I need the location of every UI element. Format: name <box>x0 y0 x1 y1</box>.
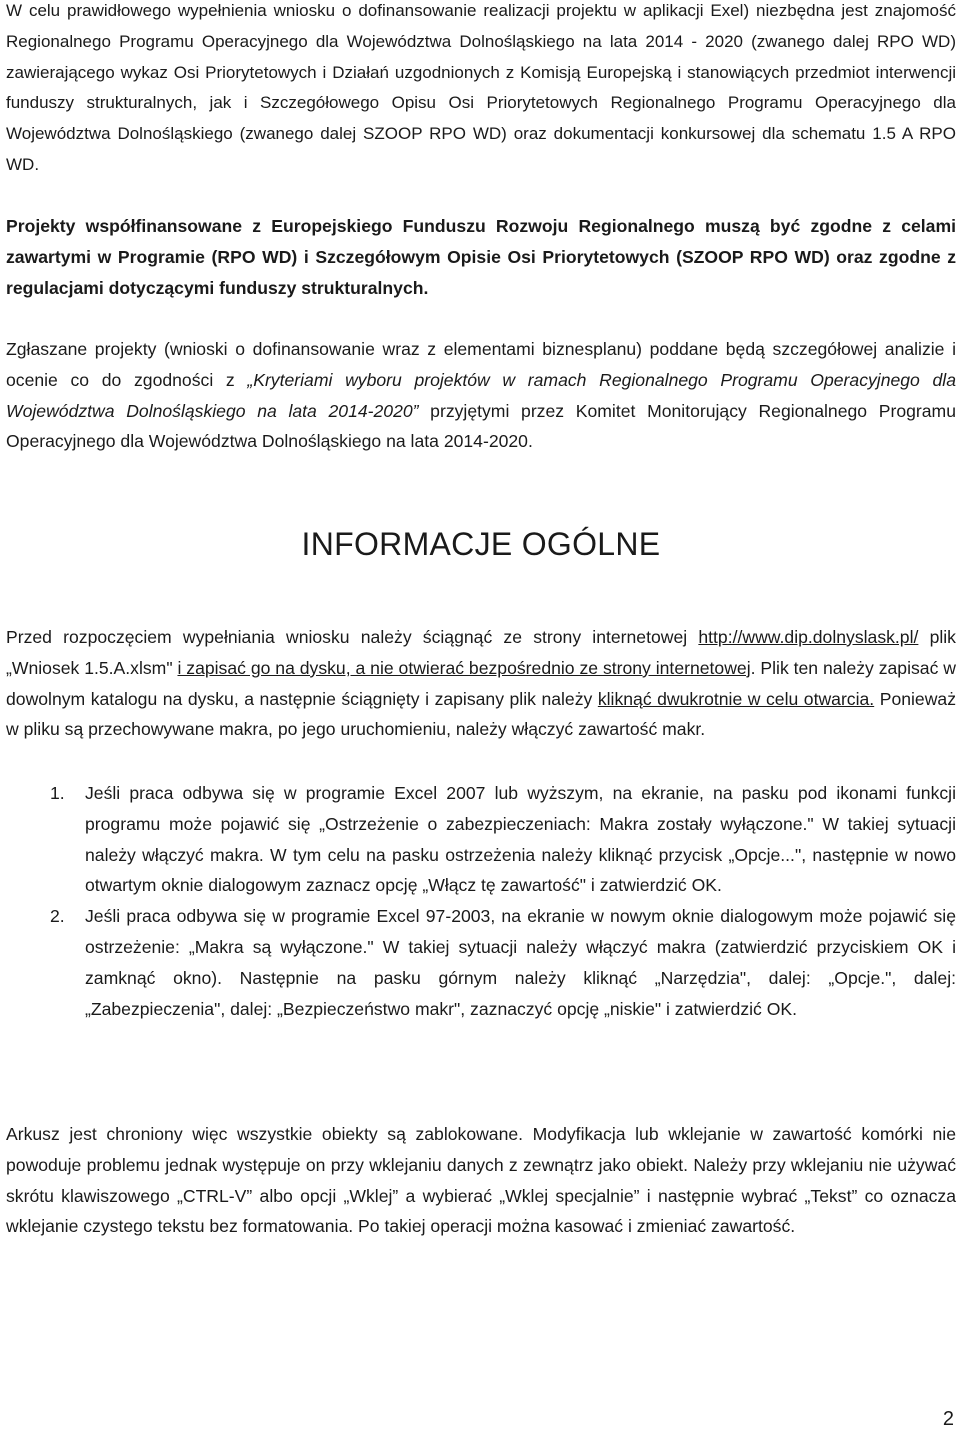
download-text-2: plik „Wniosek 1.5.A.xlsm" <box>6 627 956 678</box>
intro-paragraph: W celu prawidłowego wypełnienia wniosku o dofinansowanie realizacji projektu w aplikacji Exel) niezbędna jest znajomość Regionalnego Programu Operacyjnego dla Województwa Dolnośląskiego na lata 2014 - 2020 (zwanego dalej RPO WD) zawierającego wykaz Osi Priorytetowych i Działań uzgodnionych z Komisją Europejską i stanowiących przedmiot interwencji funduszy strukturalnych, jak i Szczegółowego Opisu Osi Priorytetowych Regionalnego Programu Operacyjnego dla Województwa Dolnośląskiego (zwanego dalej SZOOP RPO WD) oraz dokumentacji konkursowej dla schematu 1.5 A RPO WD. <box>6 1 956 174</box>
save-instruction: i zapisać go na dysku, a nie otwierać bezpośrednio ze strony internetowej <box>177 657 751 678</box>
list-item-number: 2. <box>50 906 65 927</box>
criteria-text-before: Zgłaszane projekty (wnioski o dofinansowanie wraz z elementami biznesplanu) poddane będą szczegółowej analizie i ocenie co do zgodności z <box>6 339 956 390</box>
criteria-text-after: przyjętymi przez Komitet Monitorujący Regionalnego Programu Operacyjnego dla Województwa Dolnośląskiego na lata 2014-2020. <box>6 400 956 452</box>
website-link[interactable]: http://www.dip.dolnyslask.pl/ <box>698 627 919 647</box>
closing-paragraph: Arkusz jest chroniony więc wszystkie obiekty są zablokowane. Modyfikacja lub wklejanie w zawartość komórki nie powoduje problemu jednak występuje on przy wklejaniu danych z zewnątrz jako obiekt. Należy przy wklejaniu nie używać skrótu klawiszowego „CTRL-V” albo opcji „Wklej” a wybierać „Wklej specjalnie” i następnie wybrać „Tekst” co oznacza wklejanie czystego tekstu bez formatowania. Po takiej operacji można kasować i zmieniać zawartość. <box>6 1124 956 1237</box>
criteria-title: „Kryteriami wyboru projektów w ramach Regionalnego Programu Operacyjnego dla Województwa Dolnośląskiego na lata 2014-2020” <box>6 369 956 421</box>
list-item-number: 1. <box>50 783 65 803</box>
page-number: 2 <box>942 1408 954 1430</box>
criteria-paragraph <box>6 334 956 457</box>
download-text-1: Przed rozpoczęciem wypełniania wniosku należy ściągnąć ze strony internetowej <box>6 627 699 647</box>
download-text-3: . Plik ten należy zapisać w dowolnym katalogu na dysku, a następnie ściągnięty i zapisany plik należy <box>6 657 956 709</box>
list-item <box>6 901 956 1024</box>
download-paragraph <box>6 622 956 745</box>
macro-instructions-list <box>6 778 956 1024</box>
section-heading: INFORMACJE OGÓLNE <box>301 526 661 562</box>
list-item-text: Jeśli praca odbywa się w programie Excel 2007 lub wyższym, na ekranie, na pasku pod ikonami funkcji programu może pojawić się „Ostrzeżenie o zabezpieczeniach: Makra zostały wyłączone." W takiej sytuacji należy włączyć makra. W tym celu na pasku ostrzeżenia należy kliknąć przycisk „Opcje...", następnie w nowo otwartym oknie dialogowym zaznacz opcję „Włącz tę zawartość" i zatwierdzić OK. <box>85 783 956 896</box>
download-text-4: Ponieważ w pliku są przechowywane makra, po jego uruchomieniu, należy włączyć zawartość makr. <box>6 688 956 740</box>
requirements-paragraph: Projekty współfinansowane z Europejskiego Funduszu Rozwoju Regionalnego muszą być zgodne z celami zawartymi w Programie (RPO WD) i Szczegółowym Opisie Osi Priorytetowych (SZOOP RPO WD) oraz zgodne z regulacjami dotyczącymi funduszy strukturalnych. <box>6 216 956 298</box>
list-item <box>6 778 956 901</box>
open-instruction: kliknąć dwukrotnie w celu otwarcia. <box>597 688 875 709</box>
list-item-text: Jeśli praca odbywa się w programie Excel 97-2003, na ekranie w nowym oknie dialogowym może pojawić się ostrzeżenie: „Makra są wyłączone." W takiej sytuacji należy włączyć makra (zatwierdzić przyciskiem OK i zamknąć okno). Następnie na pasku górnym należy kliknąć „Narzędzia", dalej: „Opcje.", dalej: „Zabezpieczenia", dalej: „Bezpieczeństwo makr", zaznaczyć opcję „niskie" i zatwierdzić OK. <box>85 906 956 1019</box>
